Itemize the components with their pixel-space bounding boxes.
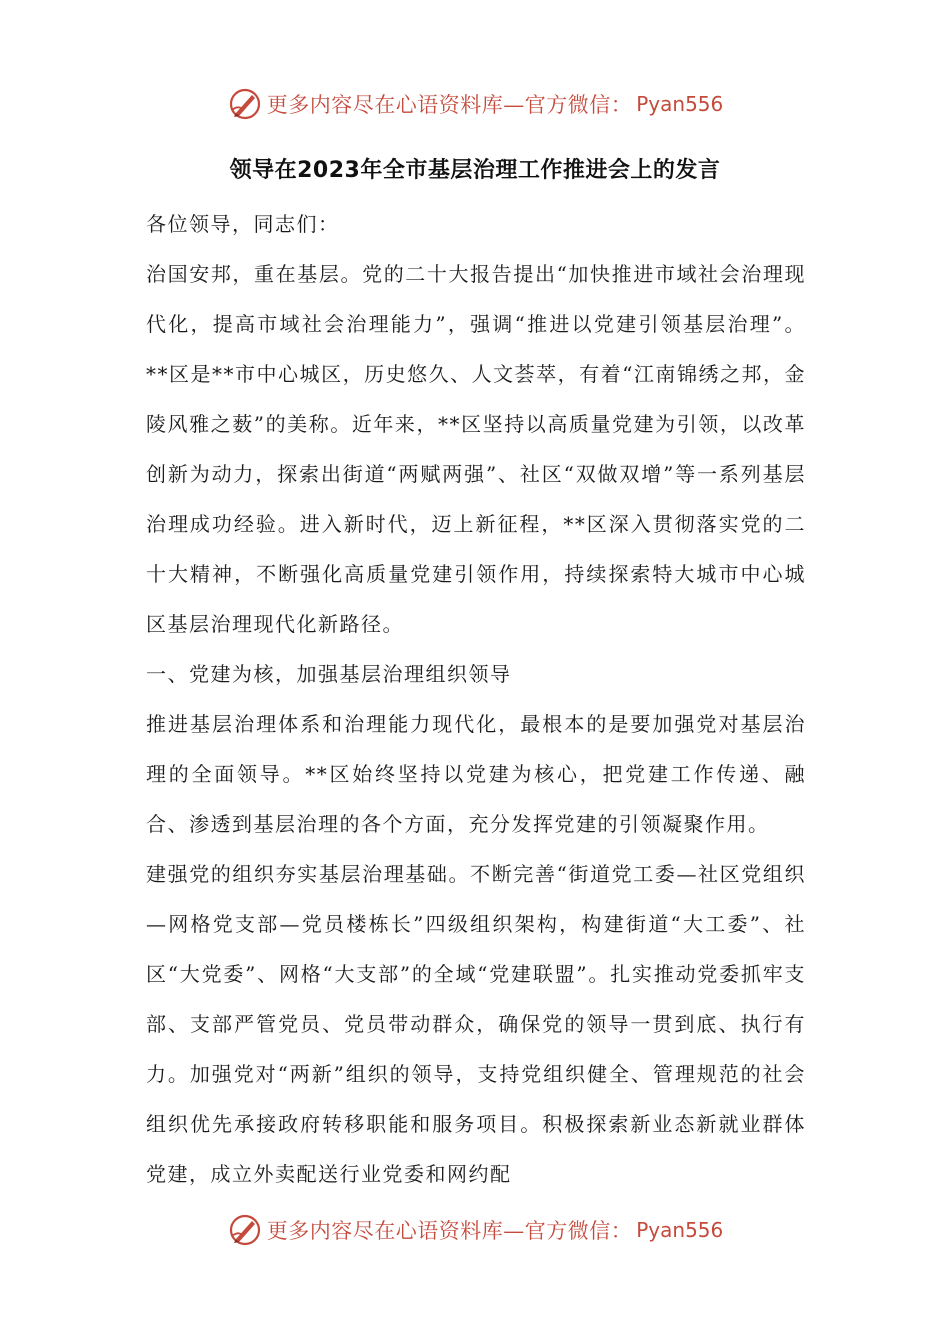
watermark-wechat-id: Pyan556 — [636, 92, 724, 116]
watermark-wechat-id: Pyan556 — [636, 1218, 724, 1242]
watermark-text: 更多内容尽在心语资料库—官方微信： — [266, 93, 633, 117]
salutation: 各位领导，同志们： — [146, 212, 340, 236]
section-heading: 一、党建为核，加强基层治理组织领导 — [146, 662, 512, 686]
pen-logo-icon — [227, 1212, 263, 1248]
watermark-text: 更多内容尽在心语资料库—官方微信： — [266, 1219, 633, 1243]
pen-logo-icon — [227, 86, 263, 122]
document-title: 领导在2023年全市基层治理工作推进会上的发言 — [229, 158, 721, 183]
body-paragraph: 推进基层治理体系和治理能力现代化，最根本的是要加强党对基层治理的全面领导。**区始终坚持以党建为核心，把党建工作传递、融合、渗透到基层治理的各个方面，充分发挥党建的引领凝聚作用。 — [146, 712, 806, 836]
body-paragraph: 治国安邦，重在基层。党的二十大报告提出“加快推进市域社会治理现代化，提高市域社会治理能力”，强调“推进以党建引领基层治理”。**区是**市中心城区，历史悠久、人文荟萃，有着“江南锦绣之邦，金陵风雅之薮”的美称。近年来，**区坚持以高质量党建为引领，以改革创新为动力，探索出街道“两赋两强”、社区“双做双增”等一系列基层治理成功经验。进入新时代，迈上新征程，**区深入贯彻落实党的二十大精神，不断强化高质量党建引领作用，持续探索特大城市中心城区基层治理现代化新路径。 — [146, 262, 806, 636]
document-body — [146, 199, 806, 1199]
header-watermark — [0, 84, 950, 124]
body-paragraph: 建强党的组织夯实基层治理基础。不断完善“街道党工委—社区党组织—网格党支部—党员楼栋长”四级组织架构，构建街道“大工委”、社区“大党委”、网格“大支部”的全域“党建联盟”。扎实推动党委抓牢支部、支部严管党员、党员带动群众，确保党的领导一贯到底、执行有力。加强党对“两新”组织的领导，支持党组织健全、管理规范的社会组织优先承接政府转移职能和服务项目。积极探索新业态新就业群体党建，成立外卖配送行业党委和网约配 — [146, 862, 806, 1186]
footer-watermark — [0, 1210, 950, 1250]
